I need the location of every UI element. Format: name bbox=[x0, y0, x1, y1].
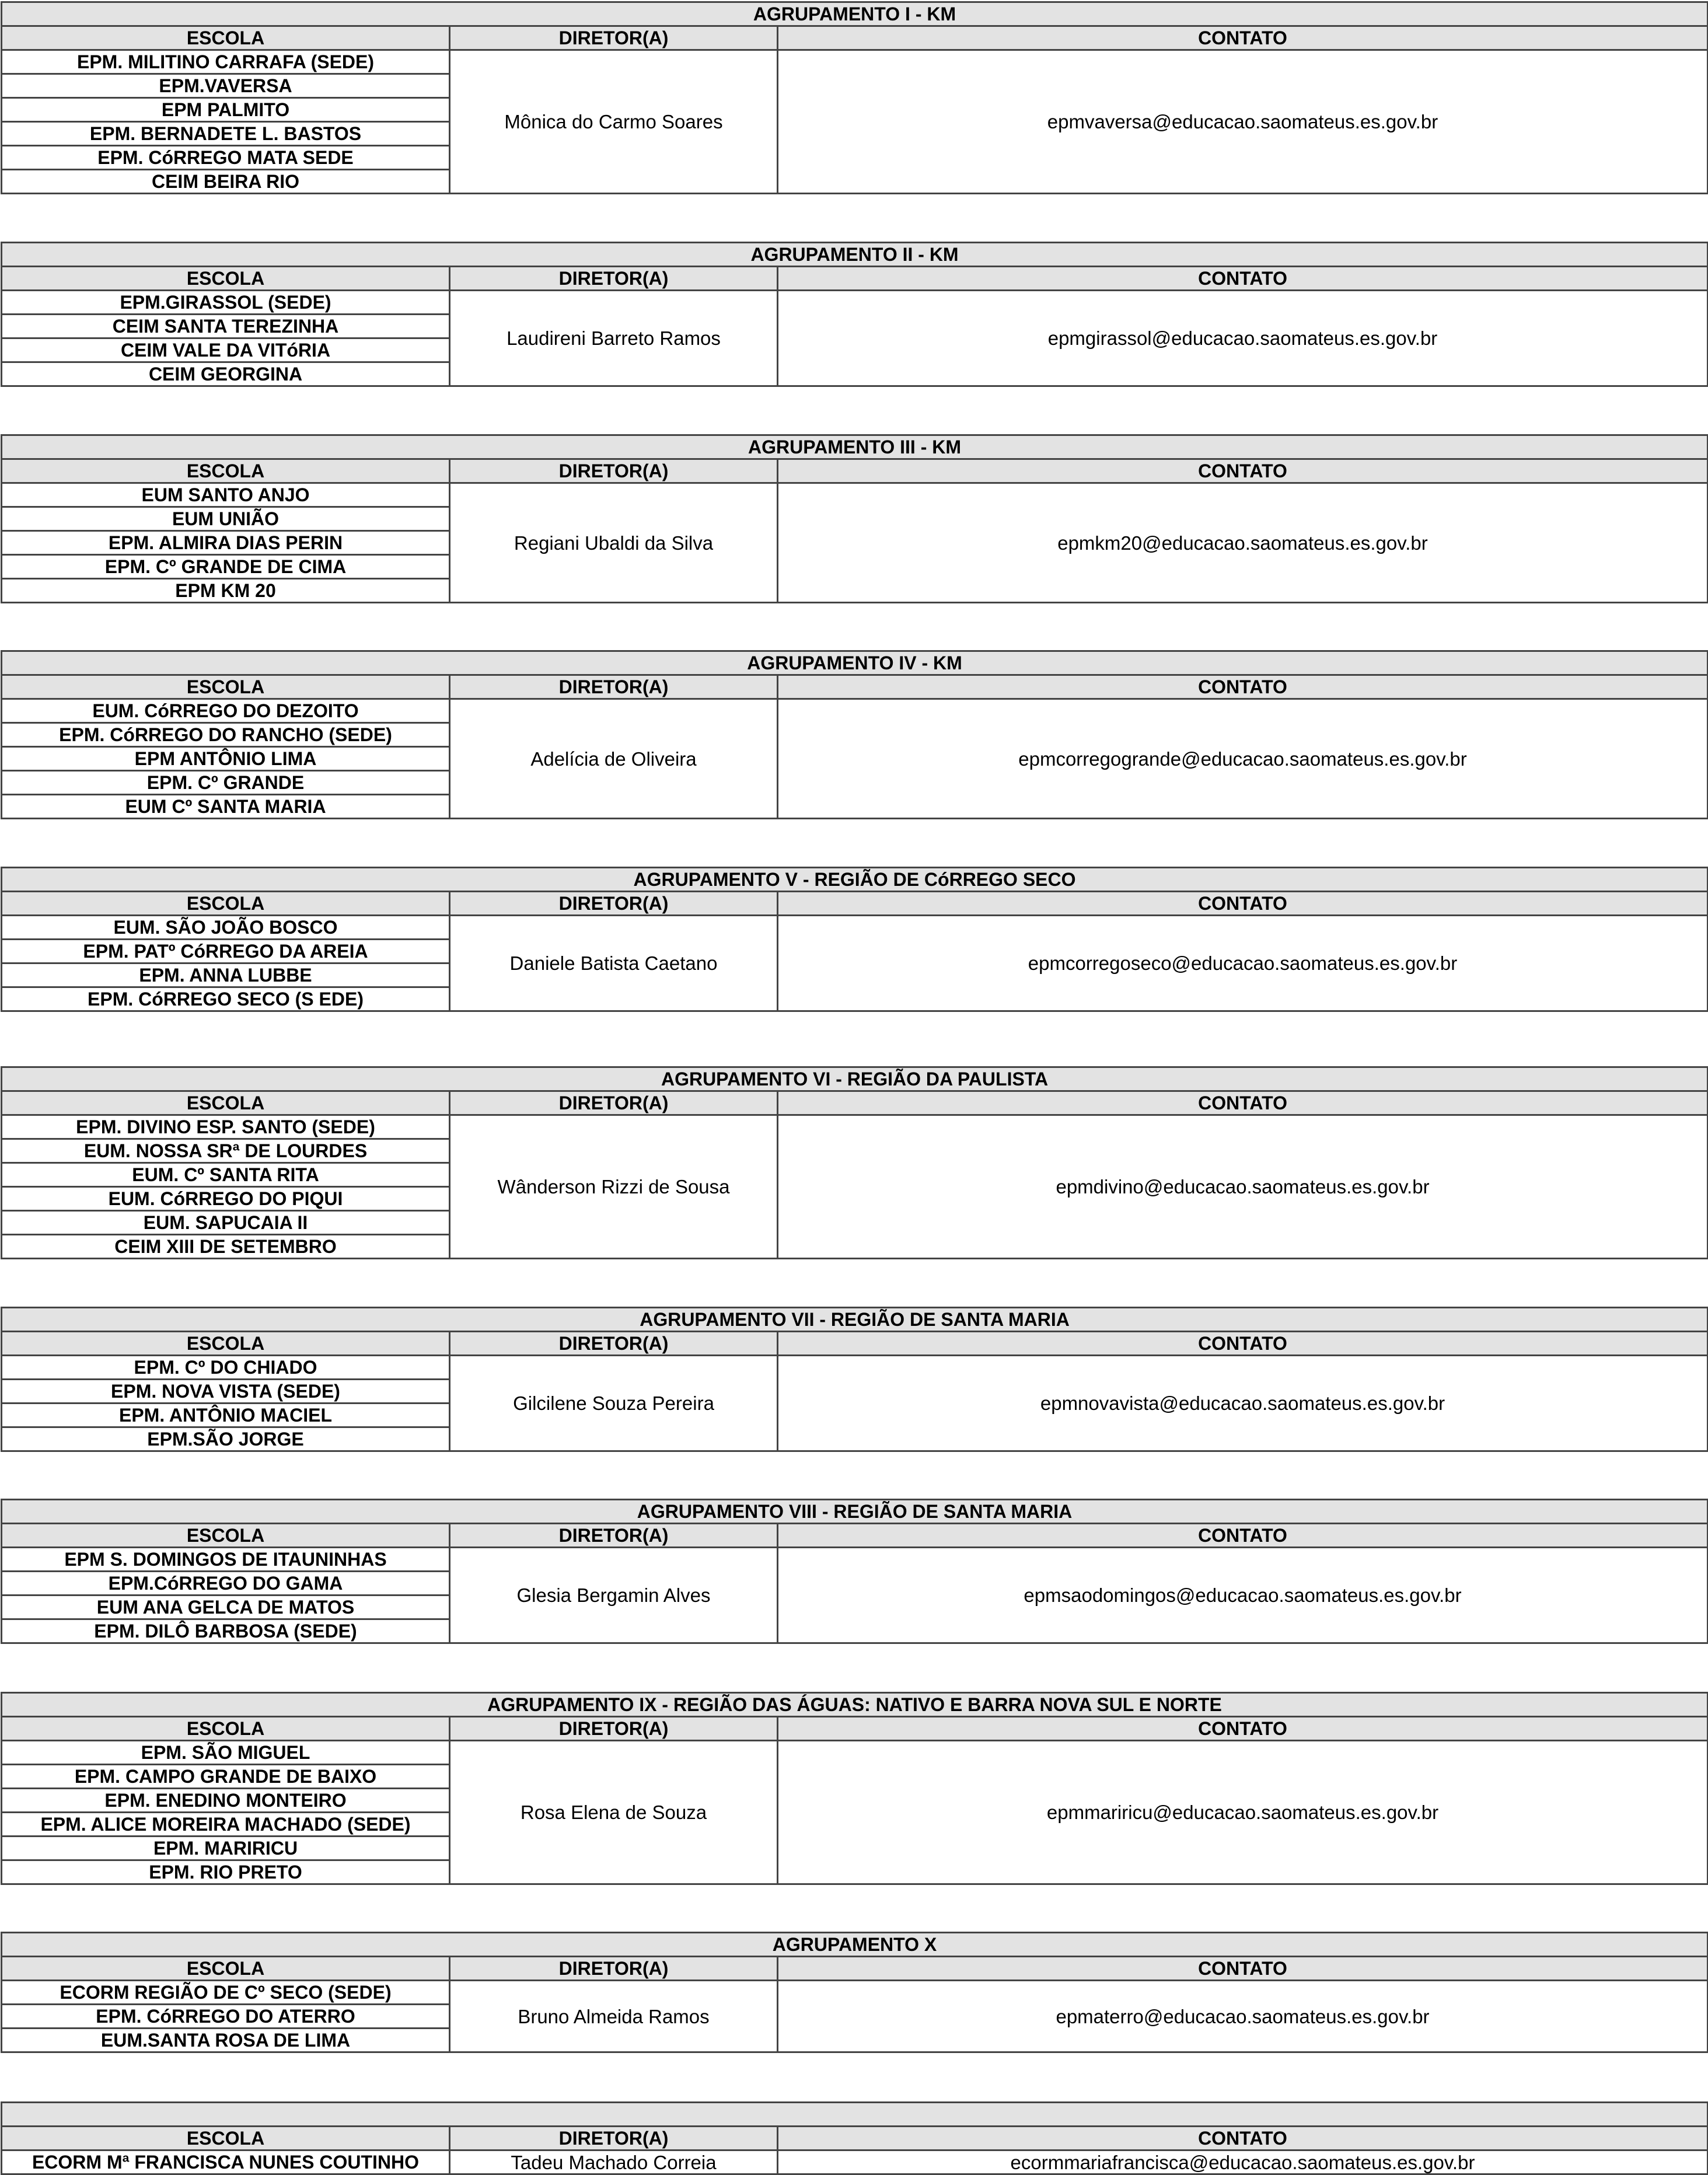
group-table bbox=[1, 434, 1708, 603]
school-name: EPM. CóRREGO DO RANCHO (SEDE) bbox=[2, 723, 450, 747]
school-name: EPM. NOVA VISTA (SEDE) bbox=[2, 1380, 450, 1404]
header-escola: ESCOLA bbox=[2, 459, 450, 483]
header-contato: CONTATO bbox=[778, 1717, 1708, 1741]
group-title: AGRUPAMENTO III - KM bbox=[2, 435, 1708, 459]
header-diretor: DIRETOR(A) bbox=[450, 2127, 778, 2150]
school-name: EUM. Cº SANTA RITA bbox=[2, 1163, 450, 1187]
header-diretor: DIRETOR(A) bbox=[450, 675, 778, 699]
header-contato: CONTATO bbox=[778, 459, 1708, 483]
director-name: Glesia Bergamin Alves bbox=[450, 1548, 778, 1643]
school-name: EPM. DIVINO ESP. SANTO (SEDE) bbox=[2, 1115, 450, 1139]
header-contato: CONTATO bbox=[778, 1524, 1708, 1548]
school-name: EPM. CAMPO GRANDE DE BAIXO bbox=[2, 1765, 450, 1789]
header-diretor: DIRETOR(A) bbox=[450, 1332, 778, 1356]
school-name: EPM ANTÔNIO LIMA bbox=[2, 747, 450, 771]
school-name: EPM.CóRREGO DO GAMA bbox=[2, 1572, 450, 1596]
school-name: EUM. SAPUCAIA II bbox=[2, 1211, 450, 1235]
header-escola: ESCOLA bbox=[2, 26, 450, 50]
director-name: Laudireni Barreto Ramos bbox=[450, 291, 778, 386]
header-diretor: DIRETOR(A) bbox=[450, 892, 778, 916]
header-diretor: DIRETOR(A) bbox=[450, 1717, 778, 1741]
director-name: Mônica do Carmo Soares bbox=[450, 50, 778, 194]
header-diretor: DIRETOR(A) bbox=[450, 267, 778, 291]
group-title: AGRUPAMENTO X bbox=[2, 1933, 1708, 1957]
group-table bbox=[1, 1932, 1708, 2053]
school-name: EPM. ANTÔNIO MACIEL bbox=[2, 1404, 450, 1427]
group-table bbox=[1, 242, 1708, 387]
contact-email: epmcorregoseco@educacao.saomateus.es.gov.br bbox=[778, 916, 1708, 1011]
group-title: AGRUPAMENTO IX - REGIÃO DAS ÁGUAS: NATIVO E BARRA NOVA SUL E NORTE bbox=[2, 1693, 1708, 1717]
school-name: EUM. CóRREGO DO PIQUI bbox=[2, 1187, 450, 1211]
header-escola: ESCOLA bbox=[2, 892, 450, 916]
school-name: EPM. ANNA LUBBE bbox=[2, 963, 450, 987]
header-contato: CONTATO bbox=[778, 892, 1708, 916]
director-name: Wânderson Rizzi de Sousa bbox=[450, 1115, 778, 1259]
table-row bbox=[2, 1548, 1708, 1572]
group-table bbox=[1, 1499, 1708, 1644]
contact-email: ecormmariafrancisca@educacao.saomateus.es.gov.br bbox=[778, 2150, 1708, 2174]
director-name: Gilcilene Souza Pereira bbox=[450, 1356, 778, 1451]
group-title: AGRUPAMENTO VIII - REGIÃO DE SANTA MARIA bbox=[2, 1500, 1708, 1524]
header-contato: CONTATO bbox=[778, 1957, 1708, 1981]
table-row bbox=[2, 50, 1708, 74]
school-name: EPM. SÃO MIGUEL bbox=[2, 1741, 450, 1765]
contact-email: epmsaodomingos@educacao.saomateus.es.gov.br bbox=[778, 1548, 1708, 1643]
group-table bbox=[1, 867, 1708, 1012]
school-name: EPM. MILITINO CARRAFA (SEDE) bbox=[2, 50, 450, 74]
table-row bbox=[2, 916, 1708, 940]
school-name: EPM.SÃO JORGE bbox=[2, 1427, 450, 1451]
contact-email: epmkm20@educacao.saomateus.es.gov.br bbox=[778, 483, 1708, 603]
group-table bbox=[1, 1692, 1708, 1885]
header-escola: ESCOLA bbox=[2, 675, 450, 699]
school-name: CEIM GEORGINA bbox=[2, 362, 450, 386]
header-diretor: DIRETOR(A) bbox=[450, 459, 778, 483]
school-name: EPM S. DOMINGOS DE ITAUNINHAS bbox=[2, 1548, 450, 1572]
school-name: EPM. Cº DO CHIADO bbox=[2, 1356, 450, 1380]
group-table bbox=[1, 650, 1708, 819]
header-contato: CONTATO bbox=[778, 1091, 1708, 1115]
header-escola: ESCOLA bbox=[2, 267, 450, 291]
school-name: CEIM BEIRA RIO bbox=[2, 170, 450, 194]
header-contato: CONTATO bbox=[778, 267, 1708, 291]
contact-email: epmdivino@educacao.saomateus.es.gov.br bbox=[778, 1115, 1708, 1259]
school-name: ECORM Mª FRANCISCA NUNES COUTINHO bbox=[2, 2150, 450, 2174]
group-title bbox=[2, 2103, 1708, 2127]
group-title: AGRUPAMENTO IV - KM bbox=[2, 651, 1708, 675]
school-name: EUM. CóRREGO DO DEZOITO bbox=[2, 699, 450, 723]
group-table bbox=[1, 1, 1708, 194]
school-name: EUM Cº SANTA MARIA bbox=[2, 795, 450, 819]
school-name: EUM. SÃO JOÃO BOSCO bbox=[2, 916, 450, 940]
header-contato: CONTATO bbox=[778, 1332, 1708, 1356]
group-table bbox=[1, 1066, 1708, 1259]
table-row bbox=[2, 291, 1708, 315]
group-title: AGRUPAMENTO VI - REGIÃO DA PAULISTA bbox=[2, 1067, 1708, 1091]
director-name: Adelícia de Oliveira bbox=[450, 699, 778, 819]
table-row bbox=[2, 1741, 1708, 1765]
header-contato: CONTATO bbox=[778, 675, 1708, 699]
school-name: CEIM SANTA TEREZINHA bbox=[2, 315, 450, 338]
group-title: AGRUPAMENTO V - REGIÃO DE CóRREGO SECO bbox=[2, 868, 1708, 892]
contact-email: epmmariricu@educacao.saomateus.es.gov.br bbox=[778, 1741, 1708, 1884]
school-name: EPM. ALICE MOREIRA MACHADO (SEDE) bbox=[2, 1813, 450, 1837]
header-diretor: DIRETOR(A) bbox=[450, 1957, 778, 1981]
header-diretor: DIRETOR(A) bbox=[450, 1091, 778, 1115]
director-name: Tadeu Machado Correia bbox=[450, 2150, 778, 2174]
school-name: EPM. CóRREGO MATA SEDE bbox=[2, 146, 450, 170]
group-title: AGRUPAMENTO II - KM bbox=[2, 243, 1708, 267]
school-name: CEIM XIII DE SETEMBRO bbox=[2, 1235, 450, 1259]
table-row bbox=[2, 483, 1708, 507]
group-title: AGRUPAMENTO I - KM bbox=[2, 2, 1708, 26]
school-name: EPM. ALMIRA DIAS PERIN bbox=[2, 531, 450, 555]
school-name: EPM.GIRASSOL (SEDE) bbox=[2, 291, 450, 315]
director-name: Rosa Elena de Souza bbox=[450, 1741, 778, 1884]
group-table bbox=[1, 1307, 1708, 1452]
school-name: EPM. ENEDINO MONTEIRO bbox=[2, 1789, 450, 1813]
director-name: Bruno Almeida Ramos bbox=[450, 1981, 778, 2052]
contact-email: epmaterro@educacao.saomateus.es.gov.br bbox=[778, 1981, 1708, 2052]
school-name: EPM. Cº GRANDE DE CIMA bbox=[2, 555, 450, 579]
header-diretor: DIRETOR(A) bbox=[450, 26, 778, 50]
school-name: EPM PALMITO bbox=[2, 98, 450, 122]
school-name: EUM ANA GELCA DE MATOS bbox=[2, 1596, 450, 1619]
director-name: Daniele Batista Caetano bbox=[450, 916, 778, 1011]
school-name: EPM.VAVERSA bbox=[2, 74, 450, 98]
school-name: EPM. PATº CóRREGO DA AREIA bbox=[2, 940, 450, 963]
contact-email: epmnovavista@educacao.saomateus.es.gov.br bbox=[778, 1356, 1708, 1451]
contact-email: epmvaversa@educacao.saomateus.es.gov.br bbox=[778, 50, 1708, 194]
school-name: EPM. RIO PRETO bbox=[2, 1860, 450, 1884]
school-name: EPM. MARIRICU bbox=[2, 1837, 450, 1860]
header-escola: ESCOLA bbox=[2, 1717, 450, 1741]
school-name: ECORM REGIÃO DE Cº SECO (SEDE) bbox=[2, 1981, 450, 2005]
school-name: EUM UNIÃO bbox=[2, 507, 450, 531]
header-escola: ESCOLA bbox=[2, 2127, 450, 2150]
header-escola: ESCOLA bbox=[2, 1957, 450, 1981]
school-name: EPM. CóRREGO SECO (S EDE) bbox=[2, 987, 450, 1011]
table-row bbox=[2, 699, 1708, 723]
group-title: AGRUPAMENTO VII - REGIÃO DE SANTA MARIA bbox=[2, 1308, 1708, 1332]
contact-email: epmcorregogrande@educacao.saomateus.es.gov.br bbox=[778, 699, 1708, 819]
table-row bbox=[2, 1981, 1708, 2005]
table-row bbox=[2, 1115, 1708, 1139]
group-table bbox=[1, 2101, 1708, 2175]
school-name: EPM. Cº GRANDE bbox=[2, 771, 450, 795]
contact-email: epmgirassol@educacao.saomateus.es.gov.br bbox=[778, 291, 1708, 386]
school-name: EUM.SANTA ROSA DE LIMA bbox=[2, 2029, 450, 2052]
school-name: EPM KM 20 bbox=[2, 579, 450, 603]
header-contato: CONTATO bbox=[778, 2127, 1708, 2150]
director-name: Regiani Ubaldi da Silva bbox=[450, 483, 778, 603]
school-name: CEIM VALE DA VITóRIA bbox=[2, 338, 450, 362]
header-contato: CONTATO bbox=[778, 26, 1708, 50]
school-name: EUM SANTO ANJO bbox=[2, 483, 450, 507]
table-row bbox=[2, 1356, 1708, 1380]
school-name: EPM. CóRREGO DO ATERRO bbox=[2, 2005, 450, 2029]
header-diretor: DIRETOR(A) bbox=[450, 1524, 778, 1548]
table-row bbox=[2, 2150, 1708, 2174]
header-escola: ESCOLA bbox=[2, 1332, 450, 1356]
school-name: EUM. NOSSA SRª DE LOURDES bbox=[2, 1139, 450, 1163]
school-name: EPM. BERNADETE L. BASTOS bbox=[2, 122, 450, 146]
school-name: EPM. DILÔ BARBOSA (SEDE) bbox=[2, 1619, 450, 1643]
header-escola: ESCOLA bbox=[2, 1524, 450, 1548]
header-escola: ESCOLA bbox=[2, 1091, 450, 1115]
